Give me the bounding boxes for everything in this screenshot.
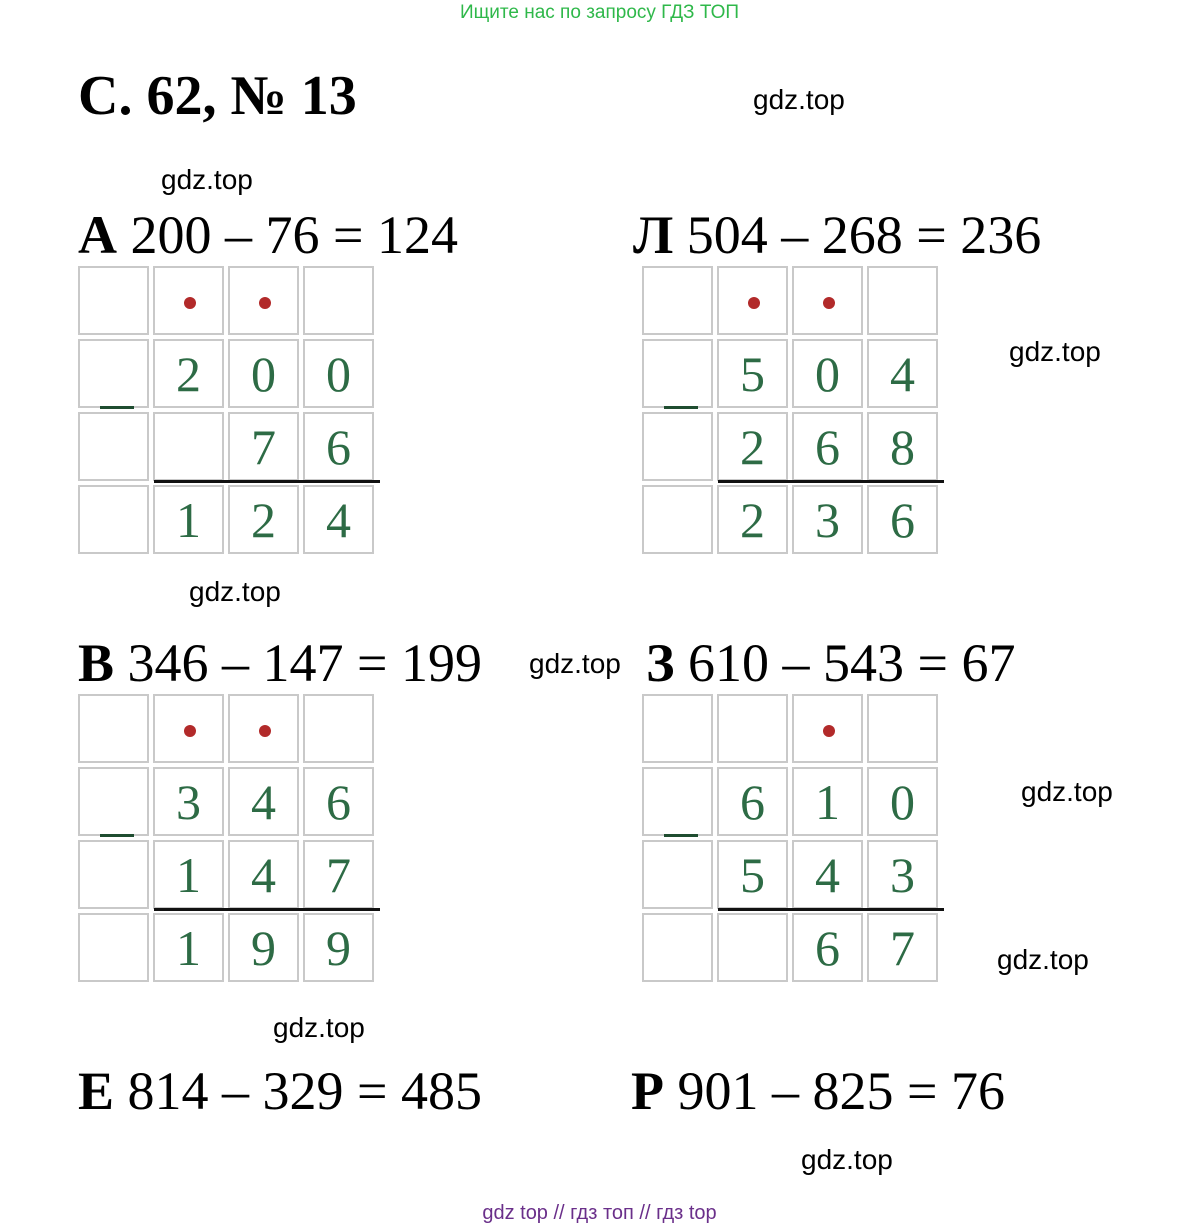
digit-cell xyxy=(78,485,149,554)
watermark: gdz.top xyxy=(1009,336,1101,367)
digit-cell: 1 xyxy=(153,485,224,554)
digit-cell xyxy=(78,339,149,408)
subtraction-grid-l xyxy=(642,266,944,558)
footer-links: gdz top // гдз топ // гдз top xyxy=(482,1202,717,1224)
problem-letter: Л xyxy=(633,205,674,265)
equation-text: 200 – 76 = 124 xyxy=(130,205,458,265)
minus-sign xyxy=(664,834,698,837)
page-title: С. 62, № 13 xyxy=(78,65,357,127)
digit-cell: 3 xyxy=(153,767,224,836)
watermark: gdz.top xyxy=(753,84,845,115)
carry-cell xyxy=(717,694,788,763)
carry-cell xyxy=(228,266,299,335)
problem-letter: Е xyxy=(78,1061,115,1121)
digit-cell: 5 xyxy=(717,840,788,909)
problem-letter: А xyxy=(78,205,117,265)
digit-cell: 4 xyxy=(867,339,938,408)
borrow-dot-icon xyxy=(748,297,760,309)
digit-cell: 0 xyxy=(303,339,374,408)
digit-cell: 4 xyxy=(228,767,299,836)
equation-text: 610 – 543 = 67 xyxy=(688,633,1016,693)
digit-cell xyxy=(642,485,713,554)
subtraction-grid-a xyxy=(78,266,380,558)
digit-cell: 6 xyxy=(717,767,788,836)
carry-cell xyxy=(228,694,299,763)
borrow-dot-icon xyxy=(823,297,835,309)
digit-cell: 4 xyxy=(792,840,863,909)
digit-cell xyxy=(717,913,788,982)
borrow-dot-icon xyxy=(184,297,196,309)
digit-cell: 6 xyxy=(867,485,938,554)
digit-cell: 0 xyxy=(228,339,299,408)
equation-a xyxy=(78,205,458,265)
result-line xyxy=(154,480,380,483)
equation-text: 814 – 329 = 485 xyxy=(127,1061,482,1121)
watermark: gdz.top xyxy=(161,164,253,195)
borrow-dot-icon xyxy=(823,725,835,737)
watermark: gdz.top xyxy=(1021,776,1113,807)
digit-cell xyxy=(153,412,224,481)
digit-cell: 1 xyxy=(792,767,863,836)
digit-cell xyxy=(78,840,149,909)
carry-cell xyxy=(78,266,149,335)
carry-cell xyxy=(792,694,863,763)
watermark: gdz.top xyxy=(997,944,1089,975)
equation-l xyxy=(633,205,1042,265)
carry-cell xyxy=(867,266,938,335)
digit-cell xyxy=(78,412,149,481)
digit-cell: 2 xyxy=(153,339,224,408)
carry-cell xyxy=(867,694,938,763)
watermark: gdz.top xyxy=(273,1012,365,1043)
digit-cell: 0 xyxy=(867,767,938,836)
digit-cell: 2 xyxy=(717,485,788,554)
carry-cell xyxy=(153,694,224,763)
borrow-dot-icon xyxy=(184,725,196,737)
digit-cell: 9 xyxy=(303,913,374,982)
watermark: gdz.top xyxy=(529,648,621,679)
digit-cell: 3 xyxy=(792,485,863,554)
digit-cell: 6 xyxy=(792,913,863,982)
digit-cell: 5 xyxy=(717,339,788,408)
digit-cell xyxy=(642,412,713,481)
digit-cell: 4 xyxy=(303,485,374,554)
result-line xyxy=(154,908,380,911)
carry-cell xyxy=(303,266,374,335)
problem-letter: В xyxy=(78,633,115,693)
carry-cell xyxy=(642,694,713,763)
digit-cell: 2 xyxy=(228,485,299,554)
minus-sign xyxy=(100,834,134,837)
digit-cell xyxy=(642,840,713,909)
carry-cell xyxy=(792,266,863,335)
borrow-dot-icon xyxy=(259,297,271,309)
digit-cell: 1 xyxy=(153,913,224,982)
digit-cell: 3 xyxy=(867,840,938,909)
digit-cell: 6 xyxy=(303,412,374,481)
digit-cell: 7 xyxy=(228,412,299,481)
problem-letter: З xyxy=(646,633,675,693)
carry-cell xyxy=(717,266,788,335)
digit-cell xyxy=(642,767,713,836)
minus-sign xyxy=(100,406,134,409)
digit-cell xyxy=(642,913,713,982)
equation-e xyxy=(78,1061,482,1121)
digit-cell: 4 xyxy=(228,840,299,909)
equation-text: 901 – 825 = 76 xyxy=(677,1061,1005,1121)
equation-v xyxy=(78,633,482,693)
watermark: gdz.top xyxy=(189,576,281,607)
digit-cell: 8 xyxy=(867,412,938,481)
digit-cell: 2 xyxy=(717,412,788,481)
carry-cell xyxy=(303,694,374,763)
subtraction-grid-z xyxy=(642,694,944,986)
problem-letter: Р xyxy=(631,1061,664,1121)
equation-r xyxy=(631,1061,1005,1121)
digit-cell: 0 xyxy=(792,339,863,408)
digit-cell xyxy=(642,339,713,408)
result-line xyxy=(718,480,944,483)
equation-text: 504 – 268 = 236 xyxy=(686,205,1042,265)
watermark: gdz.top xyxy=(801,1144,893,1175)
digit-cell: 6 xyxy=(792,412,863,481)
digit-cell: 1 xyxy=(153,840,224,909)
equation-text: 346 – 147 = 199 xyxy=(127,633,482,693)
digit-cell: 7 xyxy=(303,840,374,909)
digit-cell xyxy=(78,913,149,982)
carry-cell xyxy=(642,266,713,335)
subtraction-grid-v xyxy=(78,694,380,986)
digit-cell: 6 xyxy=(303,767,374,836)
top-banner: Ищите нас по запросу ГДЗ ТОП xyxy=(459,2,740,23)
digit-cell: 9 xyxy=(228,913,299,982)
equation-z xyxy=(646,633,1016,693)
digit-cell: 7 xyxy=(867,913,938,982)
minus-sign xyxy=(664,406,698,409)
digit-cell xyxy=(78,767,149,836)
borrow-dot-icon xyxy=(259,725,271,737)
carry-cell xyxy=(153,266,224,335)
carry-cell xyxy=(78,694,149,763)
result-line xyxy=(718,908,944,911)
